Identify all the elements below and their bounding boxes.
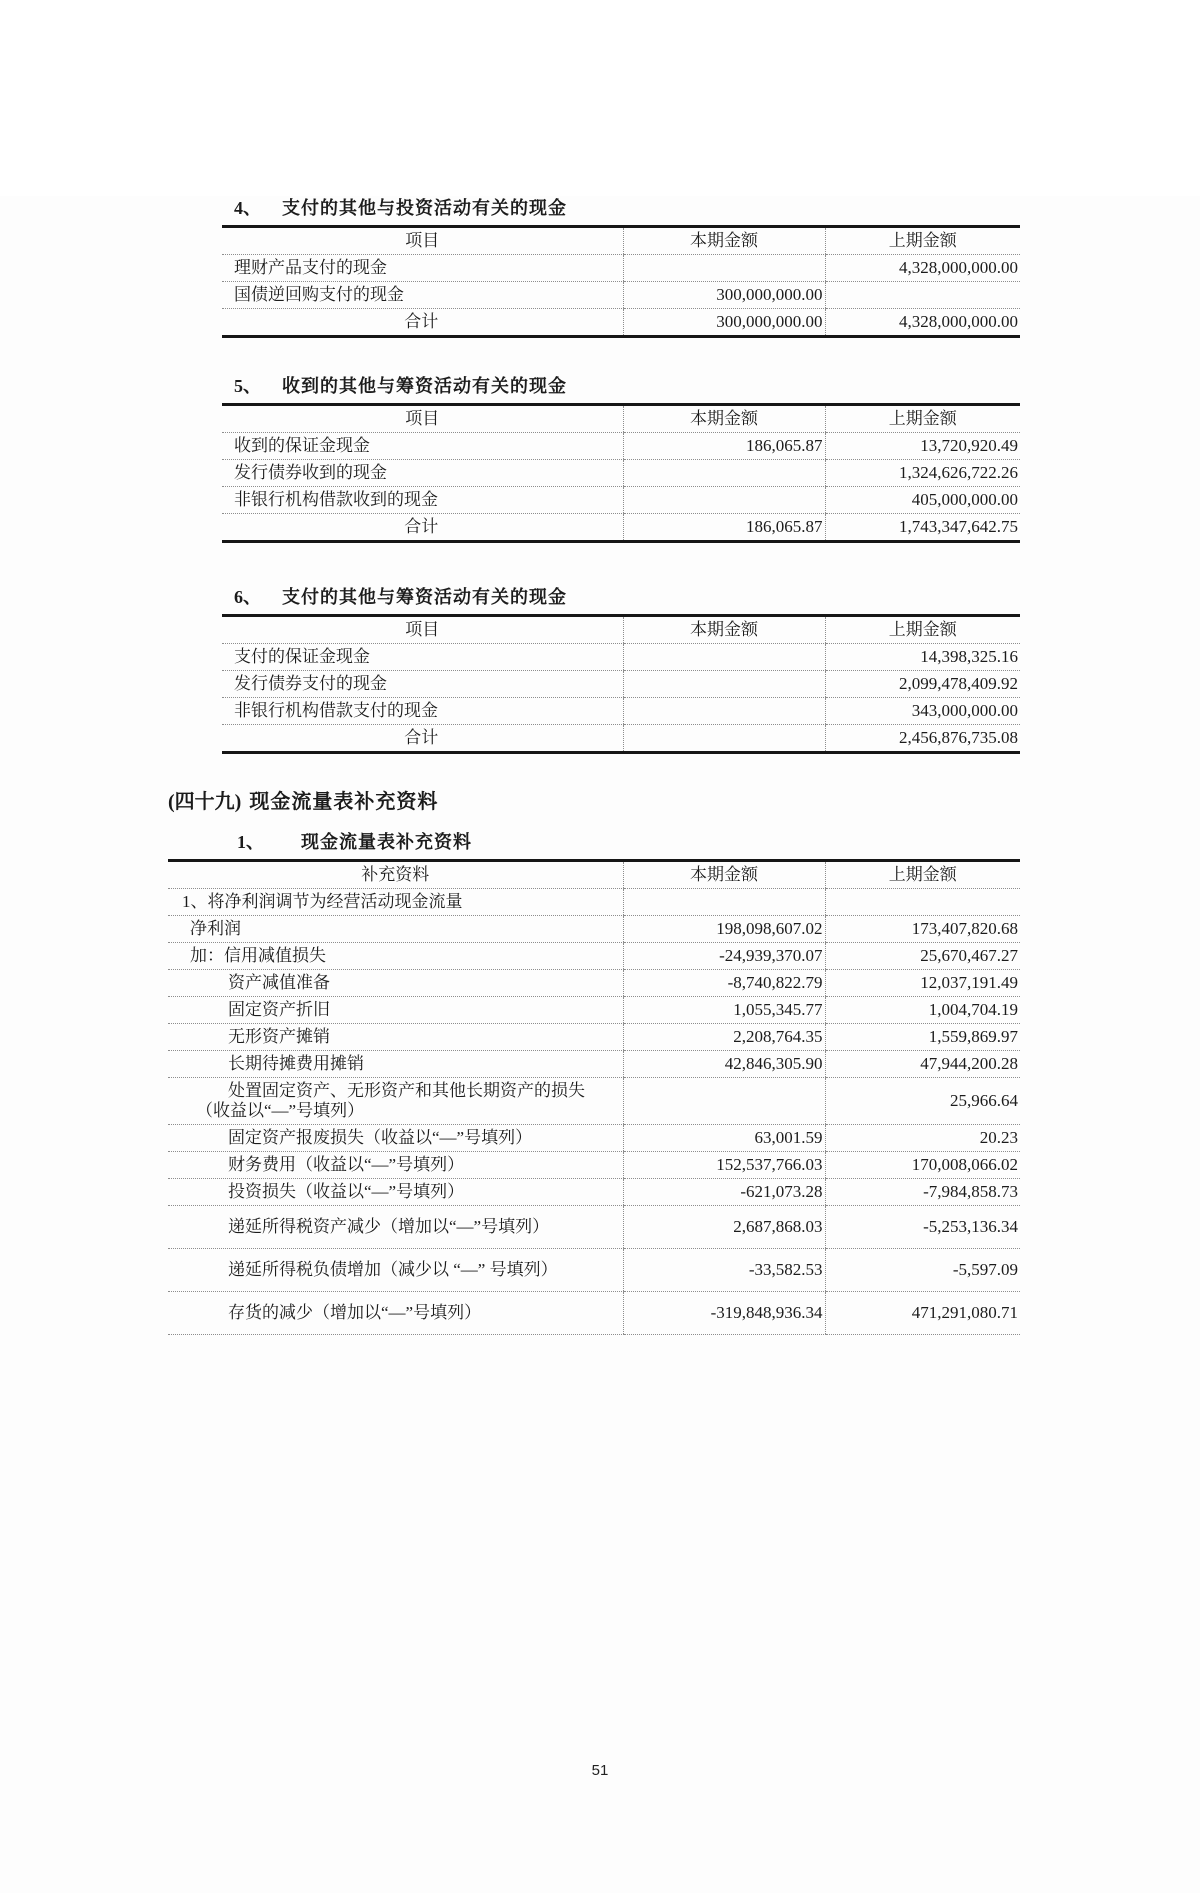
table-row <box>168 1152 1020 1179</box>
row-label: 存货的减少（增加以“—”号填列） <box>228 1303 482 1322</box>
table4-number: 4、 <box>234 198 261 218</box>
table-row <box>168 889 1020 916</box>
row-current-amount <box>623 671 825 698</box>
table-row <box>168 1292 1020 1335</box>
row-prior-amount: 14,398,325.16 <box>825 644 1020 671</box>
page-number: 51 <box>591 1762 609 1779</box>
col-header-prior: 上期金额 <box>825 227 1020 255</box>
row-current-amount: 1,055,345.77 <box>623 997 825 1024</box>
table5-title-text: 收到的其他与筹资活动有关的现金 <box>282 376 567 396</box>
row-label-cell <box>168 997 623 1024</box>
col-header-item: 项目 <box>222 405 623 433</box>
col-header-current: 本期金额 <box>623 405 825 433</box>
row-current-amount: 300,000,000.00 <box>623 309 825 337</box>
row-label-cell <box>168 1125 623 1152</box>
row-current-amount: 186,065.87 <box>623 514 825 542</box>
row-label-cell <box>168 1051 623 1078</box>
row-label-cell <box>168 943 623 970</box>
table5-number: 5、 <box>234 376 261 396</box>
section-title-text: 现金流量表补充资料 <box>249 791 439 813</box>
table-row <box>168 1024 1020 1051</box>
row-label-cell <box>168 970 623 997</box>
spacer <box>0 338 1200 374</box>
row-label: 非银行机构借款支付的现金 <box>222 698 623 725</box>
row-current-amount <box>623 460 825 487</box>
section-title <box>168 788 1200 816</box>
row-prior-amount <box>825 282 1020 309</box>
row-label: 合计 <box>222 725 623 753</box>
table-row <box>168 1206 1020 1249</box>
row-current-amount <box>623 889 825 916</box>
subsection-number: 1、 <box>237 832 264 852</box>
row-current-amount: -319,848,936.34 <box>623 1292 825 1335</box>
financial-table <box>222 403 1020 543</box>
row-prior-amount: 4,328,000,000.00 <box>825 255 1020 282</box>
row-current-amount <box>623 487 825 514</box>
col-header-prior: 上期金额 <box>825 616 1020 644</box>
table5-other-cash-received-financing <box>222 403 1200 543</box>
row-label: 递延所得税资产减少（增加以“—”号填列） <box>228 1217 550 1236</box>
row-current-amount: -8,740,822.79 <box>623 970 825 997</box>
row-current-amount <box>623 698 825 725</box>
row-current-amount <box>623 255 825 282</box>
row-current-amount <box>623 644 825 671</box>
table6-title-text: 支付的其他与筹资活动有关的现金 <box>282 587 567 607</box>
table-header-row <box>222 227 1020 255</box>
table-row <box>168 1078 1020 1125</box>
table-row <box>168 1125 1020 1152</box>
row-prior-amount: 25,966.64 <box>825 1078 1020 1125</box>
col-header-current: 本期金额 <box>623 616 825 644</box>
table-row <box>222 487 1020 514</box>
row-label: 合计 <box>222 514 623 542</box>
row-prior-amount: 25,670,467.27 <box>825 943 1020 970</box>
table-header-row <box>222 405 1020 433</box>
row-label: 非银行机构借款收到的现金 <box>222 487 623 514</box>
row-label: 理财产品支付的现金 <box>222 255 623 282</box>
document-page <box>0 196 1200 1893</box>
col-header-item: 补充资料 <box>168 861 623 889</box>
table5-title <box>234 374 1200 399</box>
row-prior-amount <box>825 889 1020 916</box>
row-label-cell <box>168 1078 623 1125</box>
row-label: 支付的保证金现金 <box>222 644 623 671</box>
row-label-line2: （收益以“—”号填列） <box>196 1101 365 1120</box>
row-label-cell <box>168 1179 623 1206</box>
table-row <box>222 282 1020 309</box>
table-row <box>168 1179 1020 1206</box>
row-prior-amount: 20.23 <box>825 1125 1020 1152</box>
row-label: 资产减值准备 <box>228 973 330 992</box>
row-label: 1、将净利润调节为经营活动现金流量 <box>182 892 463 911</box>
col-header-current: 本期金额 <box>623 861 825 889</box>
table4-other-cash-paid-investing <box>222 225 1200 338</box>
row-prior-amount: 47,944,200.28 <box>825 1051 1020 1078</box>
row-label: 合计 <box>222 309 623 337</box>
col-header-current: 本期金额 <box>623 227 825 255</box>
row-prior-amount: 1,559,869.97 <box>825 1024 1020 1051</box>
row-current-amount: -621,073.28 <box>623 1179 825 1206</box>
row-label-cell <box>168 1206 623 1249</box>
row-prior-amount: 1,324,626,722.26 <box>825 460 1020 487</box>
row-prior-amount: 4,328,000,000.00 <box>825 309 1020 337</box>
row-prior-amount: 2,099,478,409.92 <box>825 671 1020 698</box>
row-current-amount: 2,687,868.03 <box>623 1206 825 1249</box>
table-row <box>168 943 1020 970</box>
row-label: 递延所得税负债增加（减少以 “—” 号填列） <box>228 1260 558 1279</box>
row-prior-amount: 343,000,000.00 <box>825 698 1020 725</box>
table-row <box>222 644 1020 671</box>
row-label-cell <box>168 1024 623 1051</box>
table-row <box>168 916 1020 943</box>
table-header-row <box>168 861 1020 889</box>
table-header-row <box>222 616 1020 644</box>
table-row <box>222 460 1020 487</box>
row-current-amount: 186,065.87 <box>623 433 825 460</box>
table-row <box>222 725 1020 753</box>
row-label-cell <box>168 889 623 916</box>
table4-title <box>234 196 1200 221</box>
row-current-amount: -24,939,370.07 <box>623 943 825 970</box>
row-label-cell <box>168 1292 623 1335</box>
col-header-prior: 上期金额 <box>825 861 1020 889</box>
table6-number: 6、 <box>234 587 261 607</box>
row-label: 净利润 <box>190 919 241 938</box>
row-prior-amount: 12,037,191.49 <box>825 970 1020 997</box>
subsection-title-text: 现金流量表补充资料 <box>301 832 472 852</box>
table-row <box>222 514 1020 542</box>
row-current-amount: 2,208,764.35 <box>623 1024 825 1051</box>
row-label: 财务费用（收益以“—”号填列） <box>228 1155 465 1174</box>
table-row <box>222 698 1020 725</box>
row-prior-amount: 471,291,080.71 <box>825 1292 1020 1335</box>
cash-flow-supplement-table <box>168 859 1200 1335</box>
table4-title-text: 支付的其他与投资活动有关的现金 <box>282 198 567 218</box>
row-prior-amount: 170,008,066.02 <box>825 1152 1020 1179</box>
row-label: 固定资产折旧 <box>228 1000 330 1019</box>
row-current-amount: -33,582.53 <box>623 1249 825 1292</box>
table-row <box>168 1051 1020 1078</box>
row-prior-amount: 405,000,000.00 <box>825 487 1020 514</box>
subsection-title <box>237 830 1200 855</box>
table-row <box>168 1249 1020 1292</box>
row-label-cell <box>168 1152 623 1179</box>
row-current-amount: 63,001.59 <box>623 1125 825 1152</box>
financial-table <box>222 225 1020 338</box>
row-label-cell <box>168 916 623 943</box>
table-row <box>222 671 1020 698</box>
row-label: 收到的保证金现金 <box>222 433 623 460</box>
row-label: 投资损失（收益以“—”号填列） <box>228 1182 465 1201</box>
row-label-cell <box>168 1249 623 1292</box>
table-row <box>222 255 1020 282</box>
row-prior-amount: 1,743,347,642.75 <box>825 514 1020 542</box>
row-label: 发行债券收到的现金 <box>222 460 623 487</box>
row-current-amount <box>623 1078 825 1125</box>
row-current-amount: 300,000,000.00 <box>623 282 825 309</box>
row-label: 处置固定资产、无形资产和其他长期资产的损失 <box>228 1081 585 1100</box>
col-header-prior: 上期金额 <box>825 405 1020 433</box>
row-prior-amount: 13,720,920.49 <box>825 433 1020 460</box>
row-label: 国债逆回购支付的现金 <box>222 282 623 309</box>
row-label: 加：信用减值损失 <box>190 946 326 965</box>
row-prior-amount: -7,984,858.73 <box>825 1179 1020 1206</box>
row-prior-amount: 2,456,876,735.08 <box>825 725 1020 753</box>
row-prior-amount: 1,004,704.19 <box>825 997 1020 1024</box>
row-prior-amount: -5,597.09 <box>825 1249 1020 1292</box>
table6-other-cash-paid-financing <box>222 614 1200 754</box>
table-row <box>222 433 1020 460</box>
row-label: 固定资产报废损失（收益以“—”号填列） <box>228 1128 533 1147</box>
row-current-amount: 152,537,766.03 <box>623 1152 825 1179</box>
row-prior-amount: 173,407,820.68 <box>825 916 1020 943</box>
row-prior-amount: -5,253,136.34 <box>825 1206 1020 1249</box>
table-row <box>168 970 1020 997</box>
col-header-item: 项目 <box>222 616 623 644</box>
col-header-item: 项目 <box>222 227 623 255</box>
table-row <box>222 309 1020 337</box>
row-label: 无形资产摊销 <box>228 1027 330 1046</box>
row-label: 长期待摊费用摊销 <box>228 1054 364 1073</box>
financial-table <box>222 614 1020 754</box>
financial-table <box>168 859 1020 1335</box>
row-label: 发行债券支付的现金 <box>222 671 623 698</box>
table-row <box>168 997 1020 1024</box>
row-current-amount <box>623 725 825 753</box>
table6-title <box>234 585 1200 610</box>
row-current-amount: 198,098,607.02 <box>623 916 825 943</box>
section-number: (四十九) <box>168 791 242 813</box>
row-current-amount: 42,846,305.90 <box>623 1051 825 1078</box>
spacer <box>0 543 1200 585</box>
